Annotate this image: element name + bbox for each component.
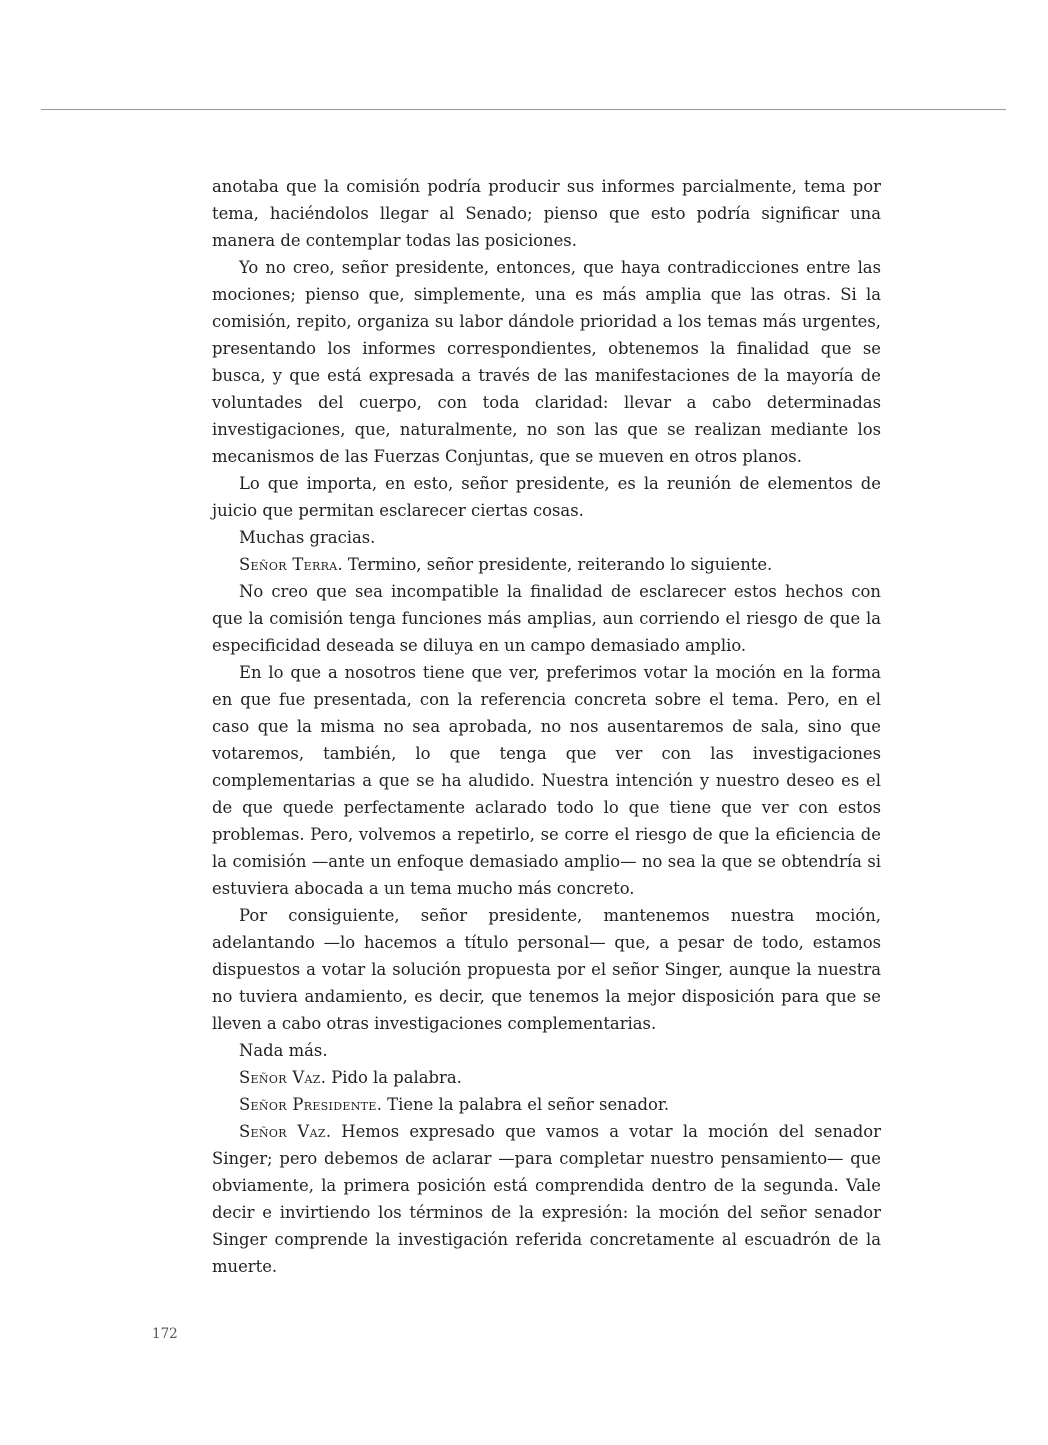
paragraph-1: anotaba que la comisión podría producir sus informes parcialmente, tema por tema, haciéndolos llegar al Senado; pienso que esto podría significar una manera de contemplar todas las posiciones.	[212, 177, 881, 250]
paragraph-5: Señor Terra. Termino, señor presidente, reiterando lo siguiente.	[239, 555, 773, 574]
paragraph-10: Señor Vaz. Pido la palabra.	[239, 1068, 462, 1087]
paragraph-9: Nada más.	[239, 1041, 328, 1060]
speaker-name: Señor Vaz	[239, 1068, 321, 1087]
paragraph-7: En lo que a nosotros tiene que ver, preferimos votar la moción en la forma en que fue presentada, con la referencia concreta sobre el tema. Pero, en el caso que la misma no sea aprobada, no nos ausentaremos de sala, sino que votaremos, también, lo que tenga que ver con las investigaciones complementarias a que se ha aludido. Nuestra intención y nuestro deseo es el de que quede perfectamente aclarado todo lo que tiene que ver con estos problemas. Pero, volvemos a repetirlo, se corre el riesgo de que la eficiencia de la comisión —ante un enfoque demasiado amplio— no sea la que se obtendría si estuviera abocada a un tema mucho más concreto.	[212, 663, 881, 898]
paragraph-4: Muchas gracias.	[239, 528, 376, 547]
body-text	[212, 173, 881, 1280]
speaker-name: Señor Presidente	[239, 1095, 377, 1114]
speaker-name: Señor Vaz	[239, 1122, 326, 1141]
paragraph-3: Lo que importa, en esto, señor presidente, es la reunión de elementos de juicio que permitan esclarecer ciertas cosas.	[212, 474, 881, 520]
paragraph-6: No creo que sea incompatible la finalidad de esclarecer estos hechos con que la comisión tenga funciones más amplias, aun corriendo el riesgo de que la especificidad deseada se diluya en un campo demasiado amplio.	[212, 582, 881, 655]
speaker-name: Señor Terra	[239, 555, 338, 574]
paragraph-12: Señor Vaz. Hemos expresado que vamos a votar la moción del senador Singer; pero debemos de aclarar —para completar nuestro pensamiento— que obviamente, la primera posición está comprendida dentro de la segunda. Vale decir e invirtiendo los términos de la expresión: la moción del señor senador Singer comprende la investigación referida concretamente al escuadrón de la muerte.	[212, 1122, 881, 1276]
paragraph-8: Por consiguiente, señor presidente, mantenemos nuestra moción, adelantando —lo hacemos a título personal— que, a pesar de todo, estamos dispuestos a votar la solución propuesta por el señor Singer, aunque la nuestra no tuviera andamiento, es decir, que tenemos la mejor disposición para que se lleven a cabo otras investigaciones complementarias.	[212, 906, 881, 1033]
header-rule	[41, 109, 1006, 110]
paragraph-2: Yo no creo, señor presidente, entonces, que haya contradicciones entre las mociones; pienso que, simplemente, una es más amplia que las otras. Si la comisión, repito, organiza su labor dándole prioridad a los temas más urgentes, presentando los informes correspondientes, obtenemos la finalidad que se busca, y que está expresada a través de las manifestaciones de la mayoría de voluntades del cuerpo, con toda claridad: llevar a cabo determinadas investigaciones, que, naturalmente, no son las que se realizan mediante los mecanismos de las Fuerzas Conjuntas, que se mueven en otros planos.	[212, 258, 881, 466]
page-number: 172	[152, 1326, 178, 1342]
paragraph-11: Señor Presidente. Tiene la palabra el señor senador.	[239, 1095, 670, 1114]
